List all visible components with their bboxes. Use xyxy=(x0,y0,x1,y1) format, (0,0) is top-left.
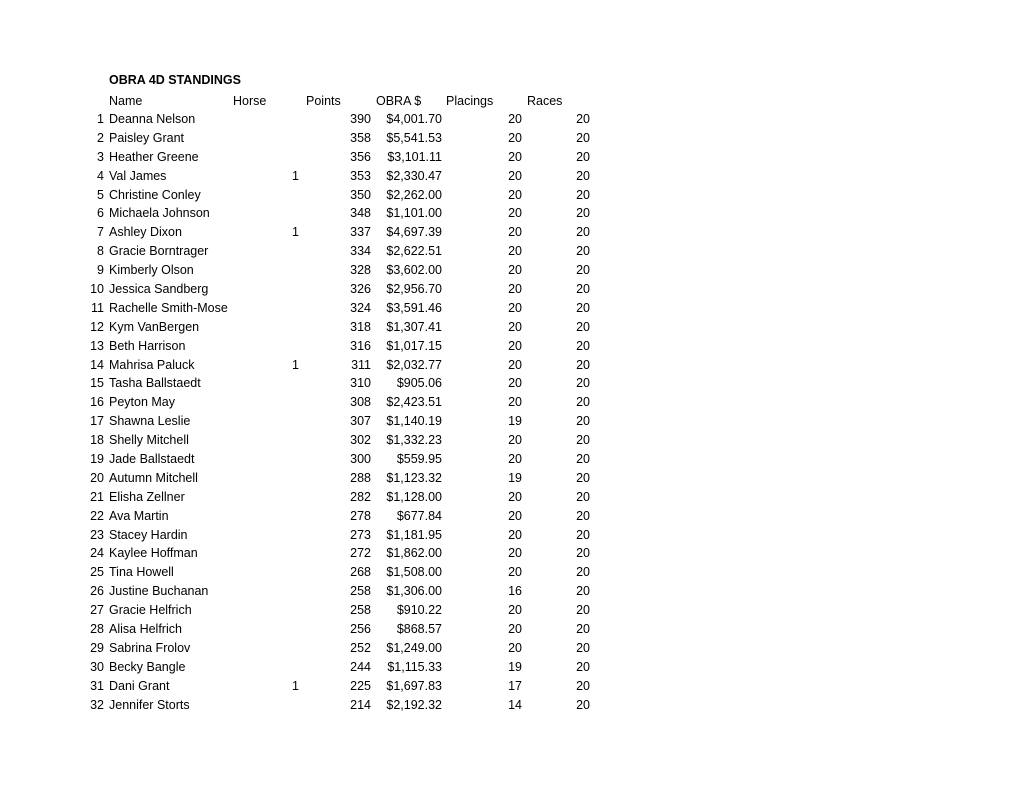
points-cell: 244 xyxy=(350,659,371,674)
obra-dollars-cell: $1,249.00 xyxy=(386,640,442,655)
placings-cell: 20 xyxy=(508,640,522,655)
name-cell: Mahrisa Paluck xyxy=(109,357,195,372)
table-row xyxy=(0,639,1035,658)
name-cell: Gracie Helfrich xyxy=(109,603,192,618)
placings-cell: 20 xyxy=(508,376,522,391)
table-row xyxy=(0,280,1035,299)
rank-cell: 11 xyxy=(91,300,104,315)
races-cell: 20 xyxy=(576,206,590,221)
placings-cell: 19 xyxy=(508,470,522,485)
table-row xyxy=(0,677,1035,696)
races-cell: 20 xyxy=(576,584,590,599)
column-header-races: Races xyxy=(527,94,563,108)
rank-cell: 16 xyxy=(90,395,104,410)
table-row xyxy=(0,620,1035,639)
name-cell: Jessica Sandberg xyxy=(109,282,209,297)
obra-dollars-cell: $559.95 xyxy=(396,452,442,467)
name-cell: Kaylee Hoffman xyxy=(109,546,198,561)
races-cell: 20 xyxy=(576,678,590,693)
points-cell: 326 xyxy=(350,282,371,297)
table-row xyxy=(0,601,1035,620)
horse-cell: 1 xyxy=(292,168,299,183)
races-cell: 20 xyxy=(576,414,590,429)
obra-dollars-cell: $910.22 xyxy=(396,603,442,618)
column-header-obra: OBRA $ xyxy=(376,94,422,108)
races-cell: 20 xyxy=(576,112,590,126)
table-row xyxy=(0,544,1035,563)
name-cell: Justine Buchanan xyxy=(109,584,209,599)
rank-cell: 30 xyxy=(90,659,104,674)
rank-cell: 22 xyxy=(90,508,104,523)
name-cell: Sabrina Frolov xyxy=(109,640,191,655)
obra-dollars-cell: $677.84 xyxy=(396,508,442,523)
obra-dollars-cell: $4,001.70 xyxy=(386,112,442,126)
points-cell: 324 xyxy=(350,300,371,315)
obra-dollars-cell: $1,017.15 xyxy=(386,338,442,353)
placings-cell: 20 xyxy=(508,527,522,542)
obra-dollars-cell: $3,101.11 xyxy=(387,149,442,164)
races-cell: 20 xyxy=(576,187,590,202)
rank-cell: 6 xyxy=(97,206,104,221)
table-row xyxy=(0,129,1035,148)
table-row xyxy=(0,223,1035,242)
obra-dollars-cell: $4,697.39 xyxy=(386,225,442,240)
placings-cell: 20 xyxy=(508,546,522,561)
rank-cell: 1 xyxy=(97,112,104,126)
placings-cell: 20 xyxy=(508,357,522,372)
rank-cell: 20 xyxy=(90,470,104,485)
races-cell: 20 xyxy=(576,697,590,712)
rank-cell: 25 xyxy=(90,565,104,580)
points-cell: 308 xyxy=(350,395,371,410)
column-header-name: Name xyxy=(109,94,143,108)
points-cell: 334 xyxy=(350,244,371,259)
horse-cell: 1 xyxy=(292,225,299,240)
placings-cell: 20 xyxy=(508,149,522,164)
points-cell: 288 xyxy=(350,470,371,485)
name-cell: Becky Bangle xyxy=(109,659,186,674)
name-cell: Stacey Hardin xyxy=(109,527,188,542)
table-row xyxy=(0,318,1035,337)
points-cell: 318 xyxy=(350,319,371,334)
table-row xyxy=(0,507,1035,526)
rank-cell: 29 xyxy=(90,640,104,655)
points-cell: 258 xyxy=(350,584,371,599)
races-cell: 20 xyxy=(576,225,590,240)
placings-cell: 20 xyxy=(508,395,522,410)
column-header-horse: Horse xyxy=(233,94,267,108)
races-cell: 20 xyxy=(576,470,590,485)
points-cell: 350 xyxy=(350,187,371,202)
points-cell: 358 xyxy=(350,130,371,145)
placings-cell: 20 xyxy=(508,206,522,221)
obra-dollars-cell: $2,192.32 xyxy=(386,697,442,712)
races-cell: 20 xyxy=(576,565,590,580)
rank-cell: 21 xyxy=(90,489,104,504)
table-row xyxy=(0,582,1035,601)
name-cell: Kimberly Olson xyxy=(109,263,194,278)
name-cell: Heather Greene xyxy=(109,149,199,164)
table-row xyxy=(0,356,1035,375)
placings-cell: 20 xyxy=(508,433,522,448)
placings-cell: 16 xyxy=(508,584,522,599)
placings-cell: 19 xyxy=(508,659,522,674)
name-cell: Dani Grant xyxy=(109,678,170,693)
points-cell: 353 xyxy=(350,168,371,183)
table-header xyxy=(0,92,1035,110)
name-cell: Alisa Helfrich xyxy=(109,622,182,637)
points-cell: 311 xyxy=(351,357,371,372)
races-cell: 20 xyxy=(576,603,590,618)
obra-dollars-cell: $1,306.00 xyxy=(386,584,442,599)
rank-cell: 31 xyxy=(90,678,104,693)
table-row xyxy=(0,469,1035,488)
table-row xyxy=(0,488,1035,507)
horse-cell: 1 xyxy=(292,357,299,372)
races-cell: 20 xyxy=(576,357,590,372)
placings-cell: 20 xyxy=(508,300,522,315)
placings-cell: 20 xyxy=(508,489,522,504)
column-header-placings: Placings xyxy=(446,94,494,108)
points-cell: 337 xyxy=(350,225,371,240)
name-cell: Ashley Dixon xyxy=(109,225,182,240)
obra-dollars-cell: $1,115.33 xyxy=(387,659,442,674)
points-cell: 282 xyxy=(350,489,371,504)
placings-cell: 20 xyxy=(508,112,522,126)
races-cell: 20 xyxy=(576,452,590,467)
placings-cell: 20 xyxy=(508,452,522,467)
name-cell: Val James xyxy=(109,168,167,183)
rank-cell: 19 xyxy=(90,452,104,467)
points-cell: 272 xyxy=(350,546,371,561)
rank-cell: 4 xyxy=(97,168,104,183)
obra-dollars-cell: $2,622.51 xyxy=(386,244,442,259)
rank-cell: 2 xyxy=(97,130,104,145)
races-cell: 20 xyxy=(576,395,590,410)
rank-cell: 8 xyxy=(97,244,104,259)
name-cell: Autumn Mitchell xyxy=(109,470,198,485)
rank-cell: 27 xyxy=(90,603,104,618)
name-cell: Ava Martin xyxy=(109,508,169,523)
placings-cell: 20 xyxy=(508,244,522,259)
races-cell: 20 xyxy=(576,263,590,278)
placings-cell: 20 xyxy=(508,622,522,637)
points-cell: 273 xyxy=(350,527,371,542)
obra-dollars-cell: $2,032.77 xyxy=(386,357,442,372)
obra-dollars-cell: $1,697.83 xyxy=(386,678,442,693)
obra-dollars-cell: $2,956.70 xyxy=(386,282,442,297)
rank-cell: 3 xyxy=(97,149,104,164)
obra-dollars-cell: $1,123.32 xyxy=(386,470,442,485)
points-cell: 300 xyxy=(350,452,371,467)
name-cell: Elisha Zellner xyxy=(109,489,185,504)
rank-cell: 15 xyxy=(90,376,104,391)
races-cell: 20 xyxy=(576,508,590,523)
placings-cell: 14 xyxy=(508,697,522,712)
obra-dollars-cell: $868.57 xyxy=(396,622,442,637)
rank-cell: 14 xyxy=(90,357,104,372)
points-cell: 356 xyxy=(350,149,371,164)
rank-cell: 26 xyxy=(90,584,104,599)
races-cell: 20 xyxy=(576,489,590,504)
table-row xyxy=(0,261,1035,280)
rank-cell: 5 xyxy=(97,187,104,202)
points-cell: 256 xyxy=(350,622,371,637)
placings-cell: 20 xyxy=(508,282,522,297)
rank-cell: 12 xyxy=(90,319,104,334)
obra-dollars-cell: $2,330.47 xyxy=(386,168,442,183)
rank-cell: 9 xyxy=(97,263,104,278)
table-row xyxy=(0,242,1035,261)
table-row xyxy=(0,526,1035,545)
name-cell: Christine Conley xyxy=(109,187,201,202)
races-cell: 20 xyxy=(576,300,590,315)
obra-dollars-cell: $1,307.41 xyxy=(386,319,442,334)
races-cell: 20 xyxy=(576,433,590,448)
placings-cell: 19 xyxy=(508,414,522,429)
obra-dollars-cell: $1,101.00 xyxy=(386,206,442,221)
obra-dollars-cell: $5,541.53 xyxy=(386,130,442,145)
points-cell: 252 xyxy=(350,640,371,655)
table-row xyxy=(0,204,1035,223)
name-cell: Gracie Borntrager xyxy=(109,244,209,259)
name-cell: Shawna Leslie xyxy=(109,414,191,429)
table-row xyxy=(0,337,1035,356)
name-cell: Jennifer Storts xyxy=(109,697,190,712)
standings-table-body xyxy=(0,110,1035,715)
table-row xyxy=(0,696,1035,715)
name-cell: Peyton May xyxy=(109,395,176,410)
table-row xyxy=(0,148,1035,167)
races-cell: 20 xyxy=(576,168,590,183)
races-cell: 20 xyxy=(576,659,590,674)
rank-cell: 13 xyxy=(90,338,104,353)
races-cell: 20 xyxy=(576,244,590,259)
placings-cell: 20 xyxy=(508,168,522,183)
rank-cell: 17 xyxy=(90,414,104,429)
placings-cell: 20 xyxy=(508,603,522,618)
placings-cell: 20 xyxy=(508,263,522,278)
obra-dollars-cell: $3,602.00 xyxy=(386,263,442,278)
name-cell: Michaela Johnson xyxy=(109,206,210,221)
placings-cell: 17 xyxy=(508,678,522,693)
races-cell: 20 xyxy=(576,282,590,297)
races-cell: 20 xyxy=(576,546,590,561)
placings-cell: 20 xyxy=(508,319,522,334)
name-cell: Jade Ballstaedt xyxy=(109,452,195,467)
table-row xyxy=(0,299,1035,318)
rank-cell: 28 xyxy=(90,622,104,637)
rank-cell: 23 xyxy=(90,527,104,542)
races-cell: 20 xyxy=(576,149,590,164)
table-row xyxy=(0,393,1035,412)
rank-cell: 32 xyxy=(90,697,104,712)
points-cell: 225 xyxy=(350,678,371,693)
points-cell: 268 xyxy=(350,565,371,580)
obra-dollars-cell: $2,423.51 xyxy=(386,395,442,410)
points-cell: 348 xyxy=(350,206,371,221)
points-cell: 278 xyxy=(350,508,371,523)
obra-dollars-cell: $905.06 xyxy=(396,376,442,391)
rank-cell: 10 xyxy=(90,282,104,297)
races-cell: 20 xyxy=(576,527,590,542)
table-row xyxy=(0,186,1035,205)
points-cell: 302 xyxy=(350,433,371,448)
name-cell: Rachelle Smith-Mose xyxy=(109,300,228,315)
table-row xyxy=(0,110,1035,129)
horse-cell: 1 xyxy=(292,678,299,693)
page-title: OBRA 4D STANDINGS xyxy=(109,73,241,87)
rank-cell: 7 xyxy=(97,225,104,240)
name-cell: Tasha Ballstaedt xyxy=(109,376,201,391)
races-cell: 20 xyxy=(576,338,590,353)
name-cell: Paisley Grant xyxy=(109,130,185,145)
obra-dollars-cell: $3,591.46 xyxy=(386,300,442,315)
table-row xyxy=(0,412,1035,431)
placings-cell: 20 xyxy=(508,338,522,353)
table-row xyxy=(0,374,1035,393)
points-cell: 214 xyxy=(350,697,371,712)
rank-cell: 18 xyxy=(90,433,104,448)
column-header-points: Points xyxy=(306,94,341,108)
obra-dollars-cell: $1,862.00 xyxy=(386,546,442,561)
name-cell: Deanna Nelson xyxy=(109,112,196,126)
points-cell: 328 xyxy=(350,263,371,278)
points-cell: 258 xyxy=(350,603,371,618)
table-row xyxy=(0,167,1035,186)
points-cell: 307 xyxy=(350,414,371,429)
placings-cell: 20 xyxy=(508,187,522,202)
table-row xyxy=(0,431,1035,450)
placings-cell: 20 xyxy=(508,225,522,240)
name-cell: Beth Harrison xyxy=(109,338,186,353)
placings-cell: 20 xyxy=(508,508,522,523)
placings-cell: 20 xyxy=(508,565,522,580)
races-cell: 20 xyxy=(576,130,590,145)
races-cell: 20 xyxy=(576,319,590,334)
obra-dollars-cell: $1,128.00 xyxy=(386,489,442,504)
table-row xyxy=(0,563,1035,582)
name-cell: Kym VanBergen xyxy=(109,319,200,334)
name-cell: Tina Howell xyxy=(109,565,174,580)
obra-dollars-cell: $1,508.00 xyxy=(386,565,442,580)
races-cell: 20 xyxy=(576,622,590,637)
points-cell: 390 xyxy=(350,112,371,126)
races-cell: 20 xyxy=(576,640,590,655)
table-row xyxy=(0,450,1035,469)
rank-cell: 24 xyxy=(90,546,104,561)
points-cell: 310 xyxy=(350,376,371,391)
obra-dollars-cell: $2,262.00 xyxy=(386,187,442,202)
obra-dollars-cell: $1,181.95 xyxy=(386,527,442,542)
placings-cell: 20 xyxy=(508,130,522,145)
points-cell: 316 xyxy=(350,338,371,353)
table-row xyxy=(0,658,1035,677)
obra-dollars-cell: $1,332.23 xyxy=(386,433,442,448)
name-cell: Shelly Mitchell xyxy=(109,433,189,448)
races-cell: 20 xyxy=(576,376,590,391)
obra-dollars-cell: $1,140.19 xyxy=(386,414,442,429)
